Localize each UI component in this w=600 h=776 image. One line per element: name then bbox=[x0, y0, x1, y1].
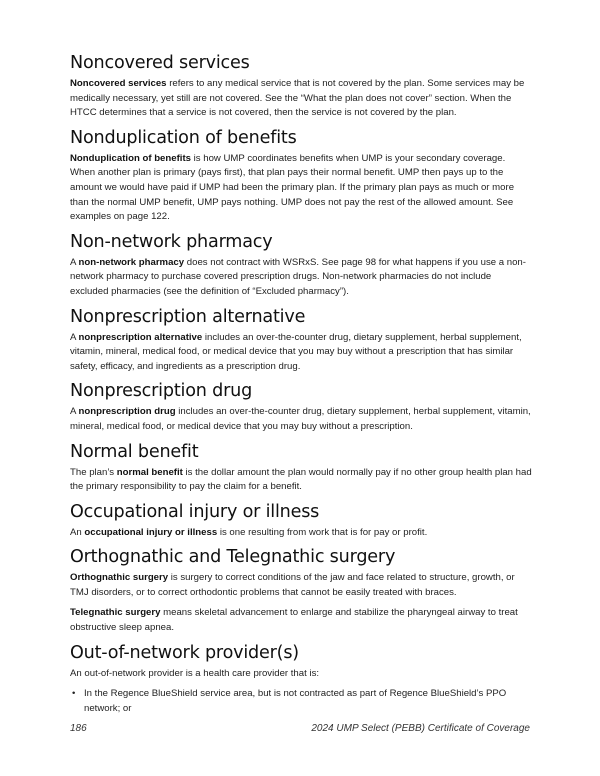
section-nonduplication-of-benefits bbox=[70, 127, 532, 225]
definition-paragraph: The plan’s normal benefit is the dollar amount the plan would normally pay if no other group health plan had the primary responsibility to pay the claim for a benefit. bbox=[70, 466, 532, 493]
definition-paragraph: Telegnathic surgery means skeletal advancement to enlarge and stabilize the pharyngeal airway to treat obstructive sleep apnea. bbox=[70, 607, 518, 634]
definition-paragraph: A nonprescription drug includes an over-the-counter drug, dietary supplement, herbal supplement, vitamin, mineral, medical food, or medical device that you may buy without a prescription. bbox=[70, 406, 531, 432]
section-heading: Occupational injury or illness bbox=[70, 501, 320, 522]
defined-term: nonprescription drug bbox=[78, 406, 176, 418]
page-footer bbox=[70, 723, 530, 734]
section-non-network-pharmacy bbox=[70, 231, 532, 300]
definition-paragraph: A nonprescription alternative includes an over-the-counter drug, dietary supplement, herbal supplement, vitamin, mineral, medical food, or medical device that you may buy without a prescription that has similar safety, efficacy, and ingredients as a prescription drug. bbox=[70, 331, 522, 372]
document-body bbox=[70, 52, 532, 716]
defined-term: Orthognathic surgery bbox=[70, 572, 169, 584]
defined-term: Noncovered services bbox=[70, 78, 167, 89]
definition-paragraph: Orthognathic surgery is surgery to correct conditions of the jaw and face related to structure, growth, or TMJ disorders, or to correct orthodontic problems that cannot be easily treated with braces. bbox=[70, 572, 515, 598]
definition-paragraph: A non-network pharmacy does not contract with WSRxS. See page 98 for what happens if you use a non-network pharmacy to purchase covered prescription drugs. Non-network pharmacies do not include excluded pharmacies (see the definition of “Excluded pharmacy”). bbox=[70, 256, 526, 297]
page-number: 186 bbox=[70, 723, 87, 734]
defined-term: Telegnathic surgery bbox=[70, 607, 161, 619]
section-nonprescription-drug bbox=[70, 380, 532, 434]
definition-paragraph: An occupational injury or illness is one resulting from work that is for pay or profit. bbox=[70, 526, 428, 538]
section-occupational-injury bbox=[70, 501, 532, 541]
section-heading: Nonprescription drug bbox=[70, 381, 253, 402]
section-normal-benefit bbox=[70, 441, 532, 495]
definition-paragraph: An out-of-network provider is a health care provider that is: bbox=[70, 667, 320, 679]
defined-term: non-network pharmacy bbox=[78, 256, 185, 268]
definition-paragraph: Nonduplication of benefits is how UMP coordinates benefits when UMP is your secondary coverage. When another plan is primary (pays first), that plan pays their normal benefit. UMP then pays up to the amount we would have paid if UMP had been the primary plan. If the primary plan pays as much or more than the normal UMP benefit, UMP pays nothing. UMP does not pay the rest of the allowed amount. See examples on page 122. bbox=[70, 152, 515, 223]
defined-term: nonprescription alternative bbox=[78, 331, 203, 343]
defined-term: Nonduplication of benefits bbox=[70, 152, 191, 164]
definition-paragraph: Noncovered services refers to any medical service that is not covered by the plan. Some services may be medically necessary, yet still are not covered. See the “What the plan does not cover” section. When the HTCC determines that a service is not covered, then the service is not covered by the plan. bbox=[70, 78, 525, 119]
section-heading: Normal benefit bbox=[70, 441, 199, 462]
document-title: 2024 UMP Select (PEBB) Certificate of Coverage bbox=[311, 723, 530, 734]
section-heading: Noncovered services bbox=[70, 53, 250, 73]
section-nonprescription-alternative bbox=[70, 306, 532, 375]
section-heading: Nonduplication of benefits bbox=[70, 127, 297, 148]
section-heading: Orthognathic and Telegnathic surgery bbox=[70, 547, 396, 568]
section-out-of-network-provider bbox=[70, 642, 532, 717]
bullet-list bbox=[70, 687, 532, 716]
section-heading: Nonprescription alternative bbox=[70, 306, 306, 327]
section-heading: Non-network pharmacy bbox=[70, 231, 273, 252]
defined-term: occupational injury or illness bbox=[84, 526, 218, 538]
defined-term: normal benefit bbox=[116, 466, 183, 478]
section-noncovered-services bbox=[70, 52, 532, 121]
section-heading: Out-of-network provider(s) bbox=[70, 642, 299, 663]
section-orthognathic-telegnathic bbox=[70, 546, 532, 635]
list-item: • In the Regence BlueShield service area, but is not contracted as part of Regence BlueShield’s PPO network; or bbox=[84, 687, 532, 716]
